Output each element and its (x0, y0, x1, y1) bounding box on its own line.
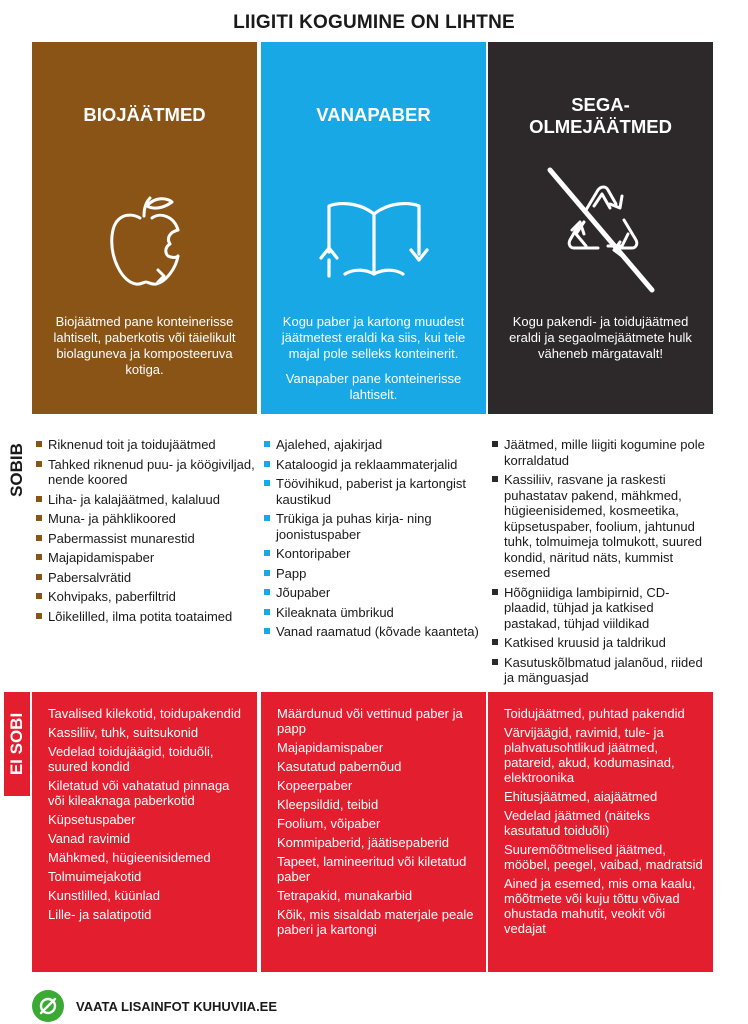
ei-sobi-panel-bio (32, 692, 257, 972)
list-item: Tapeet, lamineeritud või kiletatud paber (277, 854, 467, 884)
ei-sobi-list-mixed (504, 706, 703, 936)
sobib-list-bio (34, 437, 256, 628)
list-item: Liha- ja kalajäätmed, kalaluud (34, 492, 256, 508)
list-item: Hõõgniidiga lambipirnid, CD-plaadid, tühjad ja katkised pastakad, tühjad viildikad (490, 585, 712, 632)
sobib-label: SOBIB (7, 443, 26, 497)
list-item: Ehitusjäätmed, aiajäätmed (504, 789, 658, 804)
list-item: Foolium, võipaber (277, 816, 381, 831)
list-item: Tavalised kilekotid, toidupakendid (48, 706, 241, 721)
open-book-arrows-icon (309, 192, 439, 297)
column-description: Kogu paber ja kartong muudest jäätmetest eraldi ka siis, kui teie majal pole selleks konteinerit. Vanapaber pane konteinerisse lahtiselt. (281, 314, 466, 402)
list-item: Kommipaberid, jäätisepaberid (277, 835, 449, 850)
list-item: Kohvipaks, paberfiltrid (34, 589, 256, 605)
list-item: Lille- ja salatipotid (48, 907, 152, 922)
list-item: Vanad ravimid (48, 831, 131, 846)
list-item: Lõikelilled, ilma potita toataimed (34, 609, 256, 625)
column-description: Biojäätmed pane konteinerisse lahtiselt, paberkotis või täielikult biolaguneva ja komposteeruva kotiga. (53, 314, 236, 377)
list-item: Trükiga ja puhas kirja- ning joonistuspaber (262, 511, 484, 542)
ei-sobi-panel-mixed (488, 692, 713, 972)
list-item: Jõupaber (262, 585, 484, 601)
list-item: Mähkmed, hügieenisidemed (48, 850, 211, 865)
list-item: Küpsetuspaber (48, 812, 136, 827)
list-item: Muna- ja pähklikoored (34, 511, 256, 527)
list-item: Majapidamispaber (34, 550, 256, 566)
list-item: Ained ja esemed, mis oma kaalu, mõõtmete või kuju tõttu võivad ohustada mahutit, veokit või vedajat (504, 876, 696, 936)
list-item: Pabersalvrätid (34, 570, 256, 586)
list-item: Vedelad toidujäägid, toiduõli, suured kondid (48, 744, 214, 774)
list-item: Kataloogid ja reklaammaterjalid (262, 457, 484, 473)
list-item: Kasutuskõlbmatud jalanõud, riided ja mänguasjad (490, 655, 712, 686)
list-item: Kleepsildid, teibid (277, 797, 379, 812)
list-item: Tahked riknenud puu- ja köögiviljad, nende koored (34, 457, 256, 488)
column-description: Kogu pakendi- ja toidujäätmed eraldi ja segaolmejäätmete hulk väheneb märgatavalt! (509, 314, 692, 361)
list-item: Värvijäägid, ravimid, tule- ja plahvatusohtlikud jäätmed, patareid, akud, kodumasinad, elektroonika (504, 725, 675, 785)
list-item: Vedelad jäätmed (näiteks kasutatud toiduõli) (504, 808, 650, 838)
column-segaolmejaatmed (488, 42, 713, 414)
apple-core-icon (100, 192, 190, 297)
list-item: Katkised kruusid ja taldrikud (490, 635, 712, 651)
list-item: Jäätmed, mille liigiti kogumine pole korraldatud (490, 437, 712, 468)
list-item: Kontoripaber (262, 546, 484, 562)
crossed-recycle-icon (536, 160, 666, 305)
list-item: Kileaknata ümbrikud (262, 605, 484, 621)
list-item: Kassiliiv, tuhk, suitsukonid (48, 725, 199, 740)
list-item: Määrdunud või vettinud paber ja papp (277, 706, 463, 736)
list-item: Tetrapakid, munakarbid (277, 888, 413, 903)
list-item: Toidujäätmed, puhtad pakendid (504, 706, 685, 721)
list-item: Papp (262, 566, 484, 582)
list-item: Riknenud toit ja toidujäätmed (34, 437, 256, 453)
list-item: Töövihikud, paberist ja kartongist kaustikud (262, 476, 484, 507)
sobib-list-mixed (490, 437, 712, 690)
column-biojaatmed (32, 42, 257, 414)
list-item: Tolmuimejakotid (48, 869, 142, 884)
column-vanapaber (261, 42, 486, 414)
list-item: Kopeerpaber (277, 778, 353, 793)
list-item: Pabermassist munarestid (34, 531, 256, 547)
list-item: Kiletatud või vahatatud pinnaga või kileaknaga paberkotid (48, 778, 230, 808)
footer-link[interactable]: VAATA LISAINFOT KUHUVIIA.EE (76, 998, 278, 1014)
list-item: Kunstlilled, küünlad (48, 888, 161, 903)
column-title: SEGA- OLMEJÄÄTMED (529, 94, 672, 137)
footer (32, 990, 277, 1022)
list-item: Majapidamispaber (277, 740, 384, 755)
column-title: VANAPABER (316, 104, 431, 125)
ei-sobi-list-paper (277, 706, 476, 937)
list-item: Ajalehed, ajakirjad (262, 437, 484, 453)
ei-sobi-panel-paper (261, 692, 486, 972)
list-item: Kassiliiv, rasvane ja raskesti puhastatav pakend, mähkmed, hügieenisidemed, kosmeetika, küpsetuspaber, foolium, jahtunud tuhk, tolmuimeja tolmukott, suured kondid, näritud näts, kummist esemed (490, 472, 712, 581)
column-title: BIOJÄÄTMED (83, 104, 206, 125)
sobib-list-paper (262, 437, 484, 644)
ei-sobi-list-bio (48, 706, 247, 922)
kuhuviia-logo-icon (32, 990, 64, 1022)
list-item: Kasutatud pabernõud (277, 759, 402, 774)
ei-sobi-label: EI SOBI (4, 692, 30, 796)
list-item: Vanad raamatud (kõvade kaanteta) (262, 624, 484, 640)
list-item: Suuremõõtmelised jäätmed, mööbel, peegel, vaibad, madratsid (504, 842, 703, 872)
page-title: LIIGITI KOGUMINE ON LIHTNE (233, 12, 515, 33)
list-item: Kõik, mis sisaldab materjale peale paberi ja kartongi (277, 907, 474, 937)
